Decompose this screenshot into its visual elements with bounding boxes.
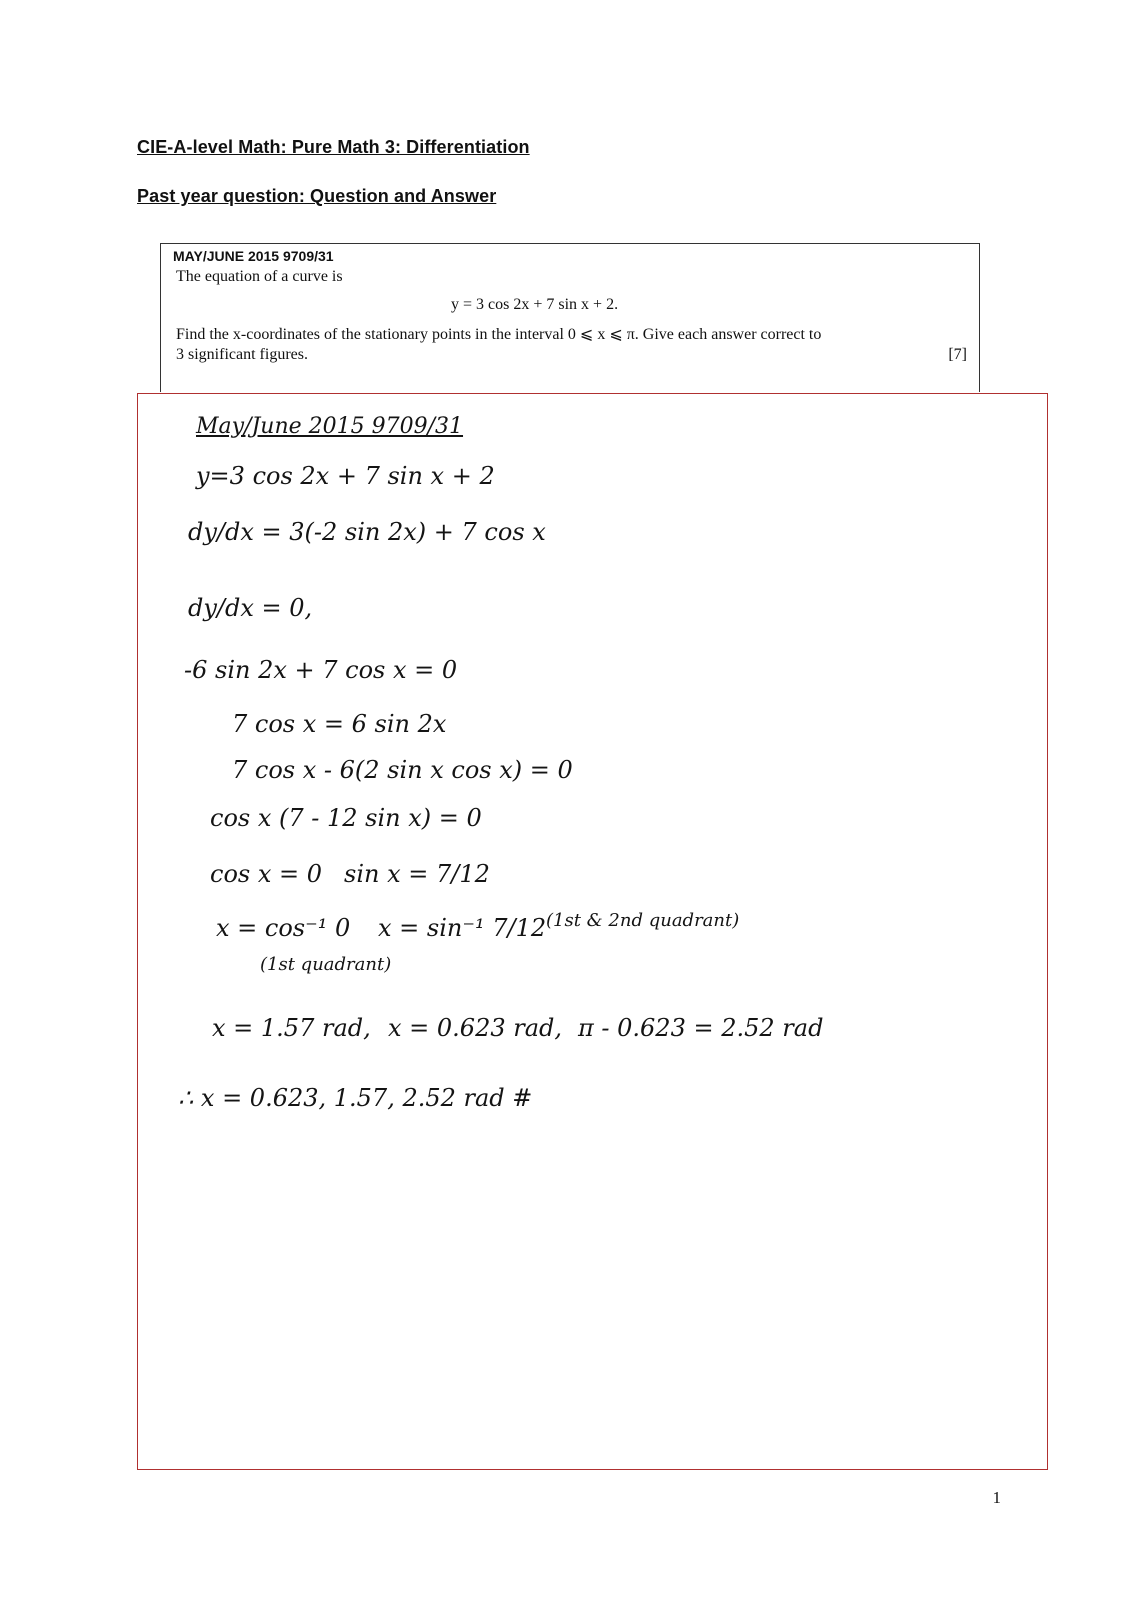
question-instruction: Find the x-coordinates of the stationary points in the interval 0 ⩽ x ⩽ π. Give each answer correct to (176, 326, 822, 343)
question-paper-code: MAY/JUNE 2015 9709/31 (173, 248, 334, 264)
question-marks: [7] (948, 346, 967, 363)
answer-line-sin-value: sin x = 7/12 (344, 860, 490, 888)
question-instruction-end: 3 significant figures. (176, 346, 308, 363)
answer-line-step2: 7 cos x = 6 sin 2x (232, 710, 447, 738)
page-number: 1 (992, 1488, 1001, 1507)
answer-note-quadrants: (1st & 2nd quadrant) (546, 910, 740, 931)
document-subtitle: Past year question: Question and Answer (137, 186, 497, 206)
question-box (160, 243, 980, 392)
answer-line-inverse-sin: x = sin⁻¹ 7/12 (378, 914, 547, 942)
answer-line-x1: x = 1.57 rad, (212, 1014, 371, 1042)
answer-line-factor: cos x (7 - 12 sin x) = 0 (210, 804, 482, 832)
document-title: CIE-A-level Math: Pure Math 3: Differentiation (137, 137, 530, 157)
answer-note-first-quadrant: (1st quadrant) (260, 954, 392, 975)
answer-line-inverse-cos: x = cos⁻¹ 0 (216, 914, 351, 942)
answer-line-step3: 7 cos x - 6(2 sin x cos x) = 0 (232, 756, 573, 784)
answer-line-derivative: dy/dx = 3(-2 sin 2x) + 7 cos x (188, 518, 546, 546)
answer-box (137, 393, 1048, 1470)
answer-line-set-zero: dy/dx = 0, (188, 594, 313, 622)
answer-line-final: ∴ x = 0.623, 1.57, 2.52 rad # (178, 1084, 533, 1112)
answer-line-step1: -6 sin 2x + 7 cos x = 0 (184, 656, 458, 684)
answer-paper-code: May/June 2015 9709/31 (196, 414, 464, 439)
question-equation: y = 3 cos 2x + 7 sin x + 2. (451, 296, 619, 313)
answer-line-x3: π - 0.623 = 2.52 rad (578, 1014, 824, 1042)
answer-line-equation: y=3 cos 2x + 7 sin x + 2 (196, 462, 495, 490)
answer-line-x2: x = 0.623 rad, (388, 1014, 563, 1042)
question-intro: The equation of a curve is (176, 268, 343, 285)
answer-line-cos-zero: cos x = 0 (210, 860, 323, 888)
